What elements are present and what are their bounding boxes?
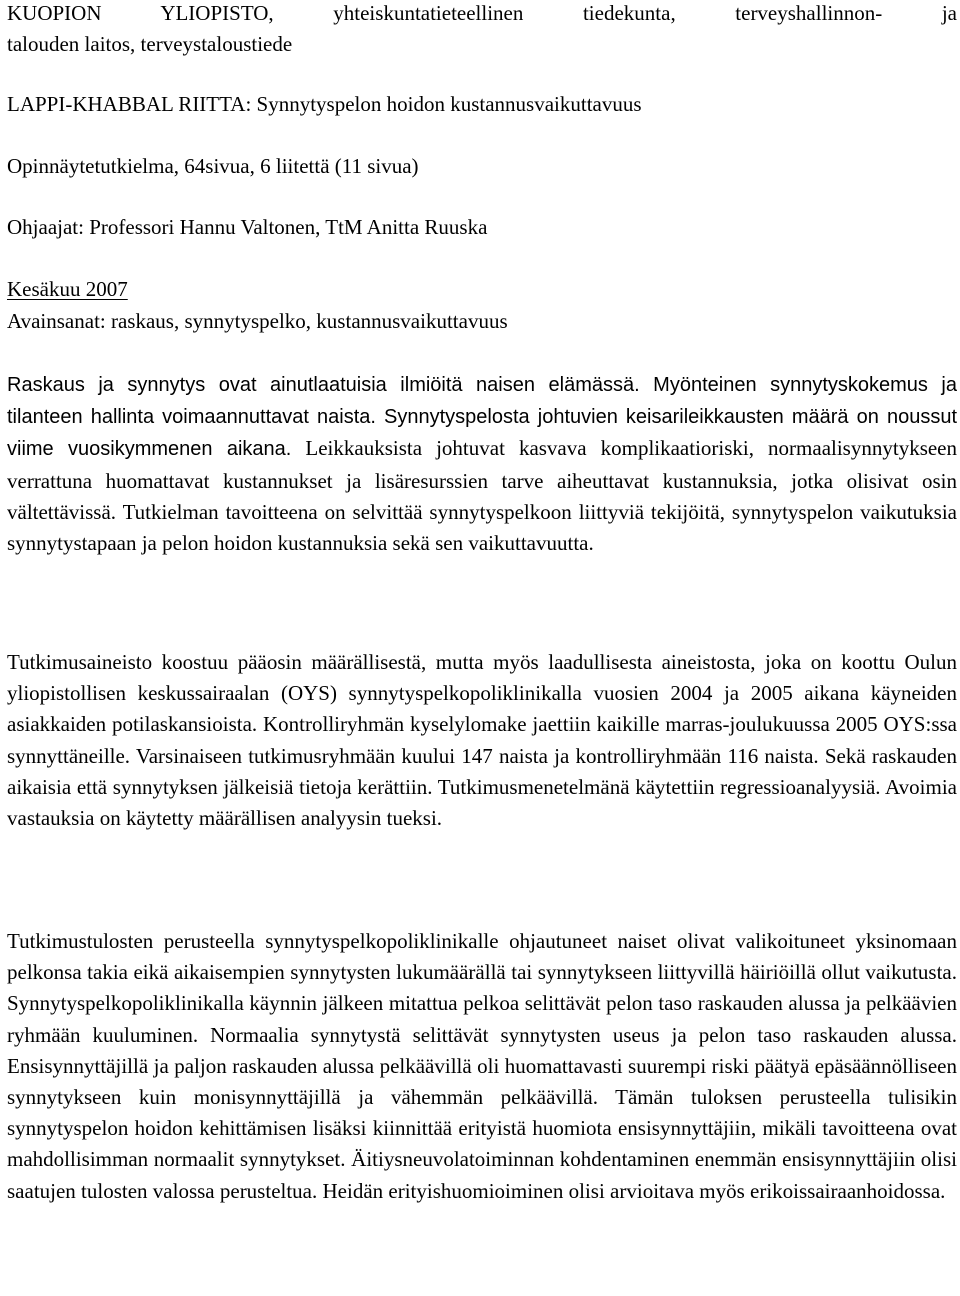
- date: Kesäkuu 2007: [7, 277, 128, 301]
- abstract-paragraph-1-sans: Raskaus ja synnytys ovat ainutlaatuisia ilmiöitä naisen elämässä. Myönteinen synnytyskokemus ja tilanteen hallinta voimaannuttavat naista. Synnytyspelosta johtuvien keisarileikkausten määrä on noussut viime vuosikymmenen aikana.: [7, 374, 957, 461]
- author-and-title: LAPPI-KHABBAL RIITTA: Synnytyspelon hoidon kustannusvaikuttavuus: [7, 92, 642, 116]
- abstract-paragraph-1: [7, 369, 957, 559]
- abstract-paragraph-3: Tutkimustulosten perusteella synnytyspelkopoliklinikalle ohjautuneet naiset olivat valikoituneet yksinomaan pelkonsa takia eikä aikaisempien synnytysten lukumäärällä tai synnytykseen liittyvillä häiriöillä ollut vaikutusta. Synnytyspelkopoliklinikalla käynnin jälkeen mitattua pelkoa selittävät pelon taso raskauden alussa ja pelkäävien ryhmään kuuluminen. Normaalia synnytystä selittävät synnytysten useus ja pelon taso raskauden alussa. Ensisynnyttäjillä ja paljon raskauden alussa pelkäävillä oli huomattavasti suurempi riski päätyä epäsäännölliseen synnytykseen kuin monisynnyttäjillä ja vähemmän pelkäävillä. Tämän tuloksen perusteella tulisikin synnytyspelon hoidon kehittämisen lisäksi kiinnittää erityistä huomiota ensisynnyttäjiin, mikäli tavoitteena ovat mahdollisimman normaalit synnytykset. Äitiysneuvolatoiminnan kohdentaminen enemmän ensisynnyttäjiin olisi saatujen tulosten valossa perusteltua. Heidän erityishuomioiminen olisi arvioitava myös erikoissairaanhoidossa.: [7, 929, 957, 1203]
- institution-line-1: KUOPION YLIOPISTO, yhteiskuntatieteellinen tiedekunta, terveyshallinnon- ja: [7, 1, 957, 25]
- supervisors: Ohjaajat: Professori Hannu Valtonen, TtM Anitta Ruuska: [7, 215, 488, 239]
- thesis-info: Opinnäytetutkielma, 64sivua, 6 liitettä (11 sivua): [7, 154, 419, 178]
- abstract-paragraph-2: Tutkimusaineisto koostuu pääosin määrällisestä, mutta myös laadullisesta aineistosta, joka on koottu Oulun yliopistollisen keskussairaalan (OYS) synnytyspelkopoliklinikalla vuosien 2004 ja 2005 aikana käyneiden asiakkaiden potilaskansioista. Kontrolliryhmän kyselylomake jaettiin kaikille marras-joulukuussa 2005 OYS:ssa synnyttäneille. Varsinaiseen tutkimusryhmään kuului 147 naista ja kontrolliryhmään 116 naista. Sekä raskauden aikaisia että synnytyksen jälkeisiä tietoja kerättiin. Tutkimusmenetelmänä käytettiin regressioanalyysiä. Avoimia vastauksia on käytetty määrällisen analyysin tueksi.: [7, 650, 957, 831]
- keywords: Avainsanat: raskaus, synnytyspelko, kustannusvaikuttavuus: [7, 309, 508, 333]
- abstract-paragraph-1-serif: Leikkauksista johtuvat kasvava komplikaatioriski, normaalisynnytykseen verrattuna huomattavat kustannukset ja lisäresurssien tarve aiheuttavat kustannuksia, jotka olisivat osin vältettävissä. Tutkielman tavoitteena on selvittää synnytyspelkoon liittyviä tekijöitä, synnytyspelon vaikutuksia synnytystapaan ja pelon hoidon kustannuksia sekä sen vaikuttavuutta.: [7, 436, 958, 556]
- institution-line-2: talouden laitos, terveystaloustiede: [7, 32, 293, 56]
